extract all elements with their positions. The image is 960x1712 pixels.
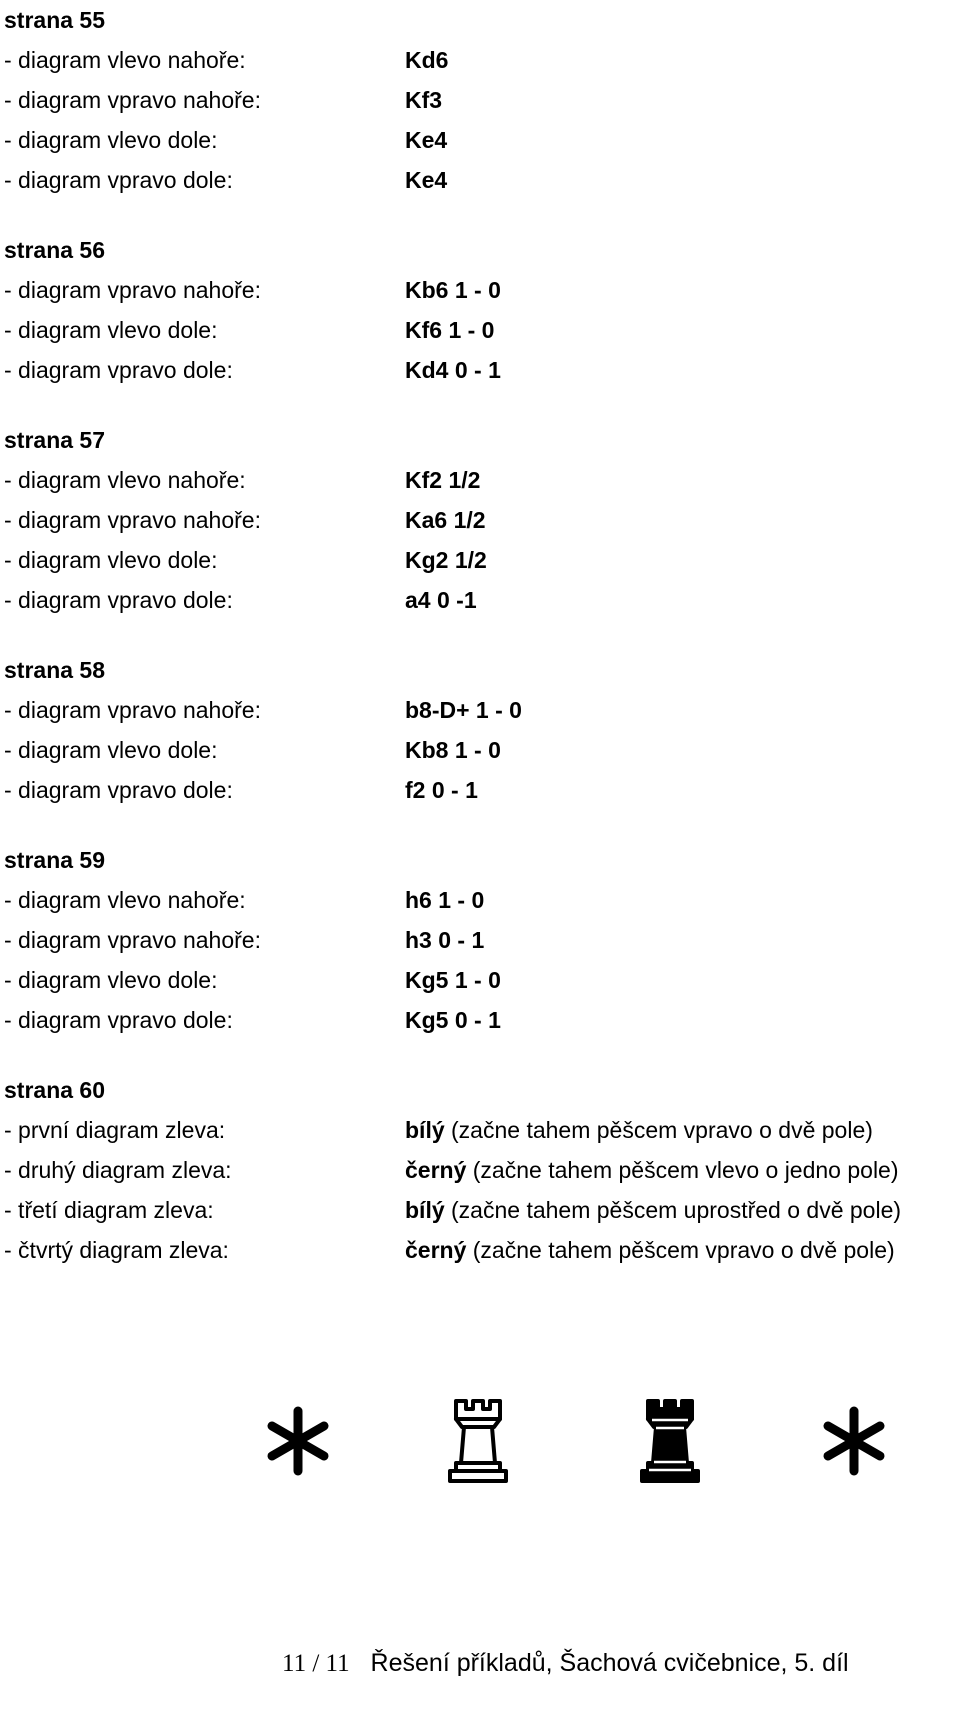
list-item [4,1150,954,1190]
black-rook-icon [630,1395,710,1485]
diagram-label: - diagram vlevo dole: [4,127,218,153]
list-item [4,1110,954,1150]
diagram-label: - diagram vpravo nahoře: [4,697,261,723]
section-strana-59 [4,840,954,1040]
list-item [4,960,954,1000]
list-item [4,730,954,770]
list-item [4,270,954,310]
diagram-answer: Ke4 [405,167,448,193]
diagram-note: (začne tahem pěšcem vpravo o dvě pole) [451,1117,873,1143]
list-item [4,770,954,810]
diagram-answer: Ke4 [405,127,448,153]
diagram-answer: Kd4 0 - 1 [405,357,501,383]
list-item [4,1000,954,1040]
list-item [4,350,954,390]
diagram-answer: Kg5 0 - 1 [405,1007,501,1033]
diagram-note: (začne tahem pěšcem uprostřed o dvě pole) [451,1197,902,1223]
diagram-label: - diagram vpravo dole: [4,167,233,193]
list-item [4,310,954,350]
diagram-label: - diagram vlevo dole: [4,547,218,573]
diagram-label: - diagram vpravo nahoře: [4,87,261,113]
diagram-label: - diagram vpravo nahoře: [4,277,261,303]
list-item [4,690,954,730]
diagram-label: - druhý diagram zleva: [4,1157,232,1183]
section-heading: strana 57 [4,427,106,453]
diagram-answer: bílý [405,1197,445,1223]
diagram-answer: f2 0 - 1 [405,777,478,803]
diagram-answer: h3 0 - 1 [405,927,485,953]
diagram-label: - diagram vpravo dole: [4,1007,233,1033]
diagram-label: - diagram vlevo nahoře: [4,47,246,73]
answer-document [4,0,954,1300]
asterisk-icon [814,1395,894,1485]
section-strana-55 [4,0,954,200]
diagram-answer: Kf2 1/2 [405,467,481,493]
diagram-answer: Kf3 [405,87,443,113]
diagram-answer: bílý [405,1117,445,1143]
page-footer [282,1645,849,1682]
section-strana-57 [4,420,954,620]
diagram-label: - první diagram zleva: [4,1117,226,1143]
list-item [4,160,954,200]
diagram-answer: Kb6 1 - 0 [405,277,501,303]
diagram-label: - čtvrtý diagram zleva: [4,1237,229,1263]
section-heading: strana 59 [4,847,106,873]
diagram-answer: Kb8 1 - 0 [405,737,501,763]
list-item [4,540,954,580]
list-item [4,80,954,120]
diagram-label: - diagram vlevo nahoře: [4,467,246,493]
diagram-label: - diagram vlevo nahoře: [4,887,246,913]
diagram-answer: Kg5 1 - 0 [405,967,501,993]
diagram-label: - diagram vpravo dole: [4,357,233,383]
decorative-ornaments [0,1395,960,1505]
list-item [4,880,954,920]
section-heading: strana 58 [4,657,106,683]
diagram-answer: Ka6 1/2 [405,507,486,533]
asterisk-icon [258,1395,338,1485]
diagram-answer: b8-D+ 1 - 0 [405,697,522,723]
list-item [4,920,954,960]
diagram-label: - diagram vpravo dole: [4,587,233,613]
list-item [4,580,954,620]
diagram-label: - diagram vlevo dole: [4,317,218,343]
section-heading: strana 55 [4,7,106,33]
list-item [4,500,954,540]
diagram-label: - diagram vlevo dole: [4,967,218,993]
diagram-label: - třetí diagram zleva: [4,1197,214,1223]
section-heading: strana 56 [4,237,106,263]
white-rook-icon [438,1395,518,1485]
section-strana-60 [4,1070,954,1270]
list-item [4,40,954,80]
diagram-answer: černý [405,1157,467,1183]
list-item [4,460,954,500]
section-heading: strana 60 [4,1077,106,1103]
diagram-note: (začne tahem pěšcem vlevo o jedno pole) [472,1157,899,1183]
diagram-label: - diagram vlevo dole: [4,737,218,763]
list-item [4,120,954,160]
section-strana-56 [4,230,954,390]
diagram-label: - diagram vpravo nahoře: [4,927,261,953]
diagram-answer: černý [405,1237,467,1263]
diagram-answer: a4 0 -1 [405,587,477,613]
page-number: 11 / 11 [282,1650,350,1677]
diagram-label: - diagram vpravo dole: [4,777,233,803]
diagram-note: (začne tahem pěšcem vpravo o dvě pole) [472,1237,895,1263]
diagram-label: - diagram vpravo nahoře: [4,507,261,533]
section-strana-58 [4,650,954,810]
document-title: Řešení příkladů, Šachová cvičebnice, 5. díl [370,1649,849,1677]
list-item [4,1230,954,1270]
list-item [4,1190,954,1230]
diagram-answer: h6 1 - 0 [405,887,485,913]
diagram-answer: Kd6 [405,47,449,73]
diagram-answer: Kf6 1 - 0 [405,317,495,343]
diagram-answer: Kg2 1/2 [405,547,487,573]
